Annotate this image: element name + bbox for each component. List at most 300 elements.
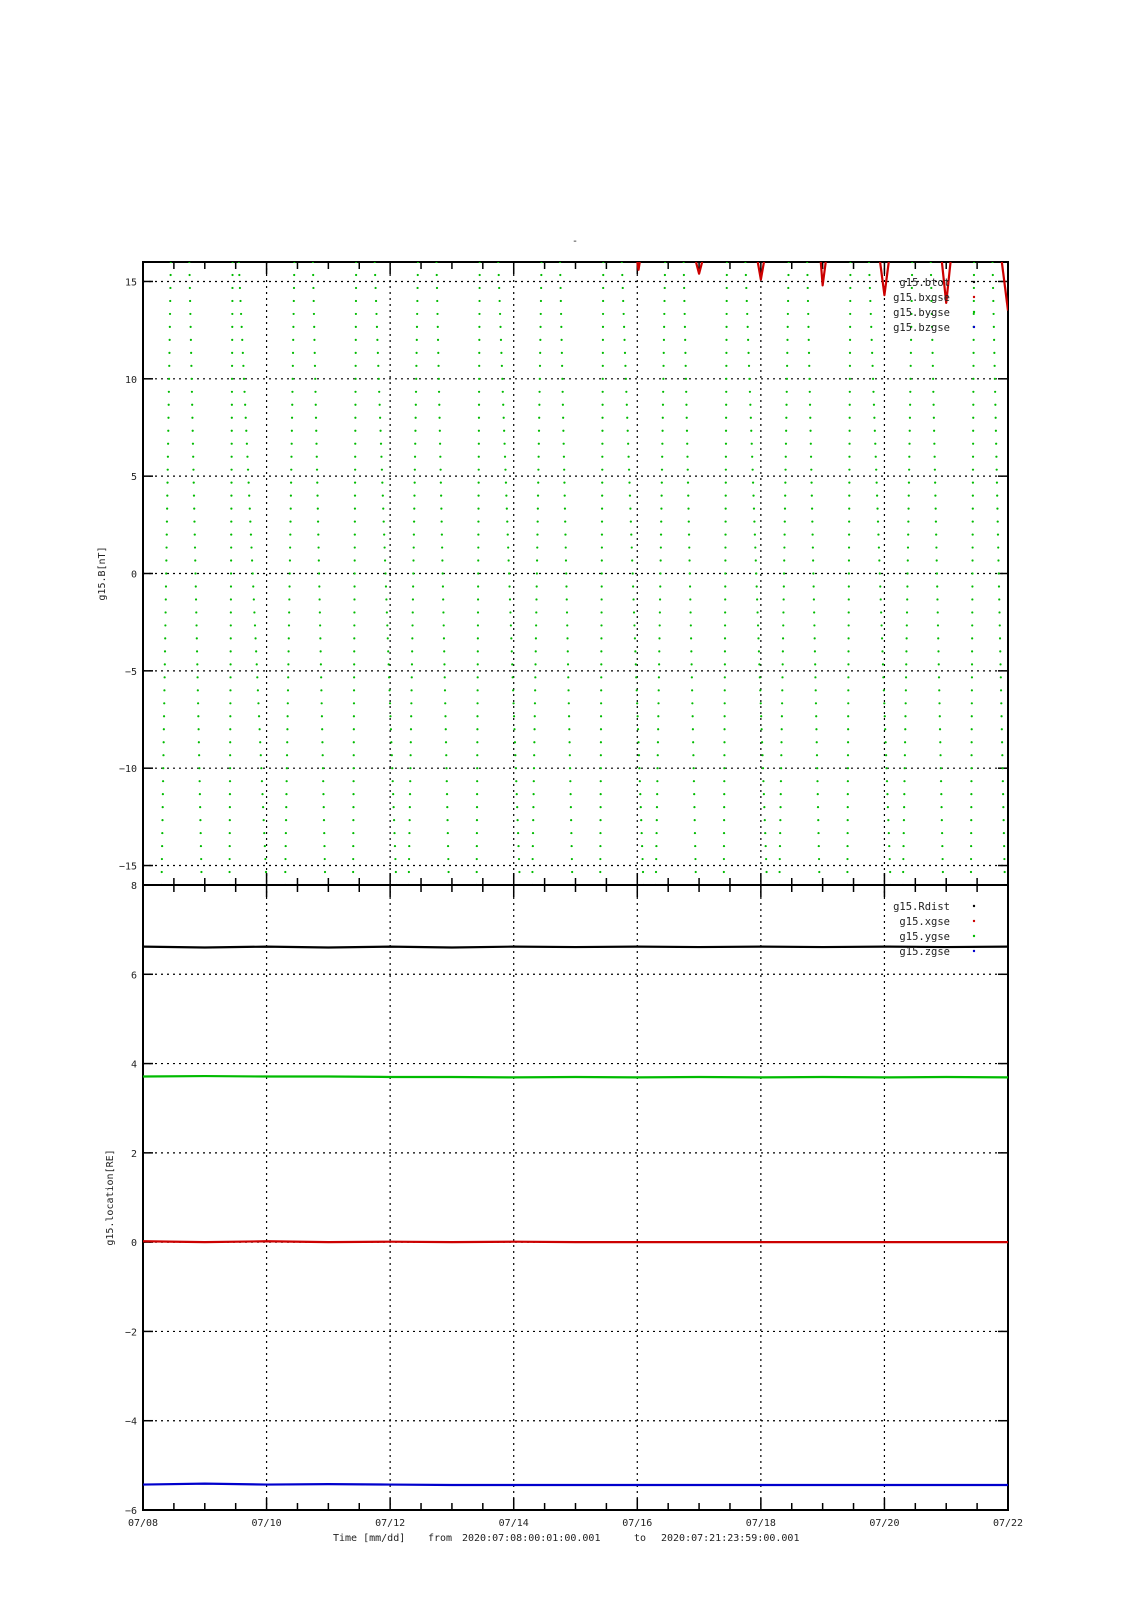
data-point — [315, 404, 317, 406]
data-point — [570, 793, 572, 795]
data-point — [498, 287, 500, 289]
data-point — [761, 741, 763, 743]
data-point — [476, 858, 478, 860]
data-point — [848, 598, 850, 600]
data-point — [600, 676, 602, 678]
data-point — [564, 508, 566, 510]
data-point — [478, 456, 480, 458]
data-point — [904, 754, 906, 756]
data-point — [751, 456, 753, 458]
data-point — [447, 858, 449, 860]
data-point — [908, 469, 910, 471]
data-point — [264, 858, 266, 860]
data-point — [693, 806, 695, 808]
data-point — [230, 572, 232, 574]
data-point — [813, 598, 815, 600]
data-point — [638, 754, 640, 756]
data-point — [723, 819, 725, 821]
data-point — [634, 650, 636, 652]
data-point — [787, 287, 789, 289]
data-point — [633, 624, 635, 626]
data-point — [849, 391, 851, 393]
data-point — [878, 546, 880, 548]
data-point — [229, 793, 231, 795]
data-point — [992, 313, 994, 315]
data-point — [781, 728, 783, 730]
data-point — [847, 676, 849, 678]
data-point — [972, 533, 974, 535]
data-point — [723, 793, 725, 795]
data-point — [786, 352, 788, 354]
data-point — [500, 352, 502, 354]
data-point — [971, 611, 973, 613]
data-point — [246, 443, 248, 445]
data-point — [517, 819, 519, 821]
data-point — [476, 715, 478, 717]
y-tick-label: 6 — [130, 970, 137, 982]
data-point — [754, 546, 756, 548]
data-point — [446, 780, 448, 782]
data-point — [886, 793, 888, 795]
data-point — [476, 702, 478, 704]
data-point — [848, 546, 850, 548]
data-point — [200, 858, 202, 860]
data-point — [408, 845, 410, 847]
data-point — [509, 598, 511, 600]
data-point — [478, 339, 480, 341]
data-point — [877, 533, 879, 535]
data-point — [535, 611, 537, 613]
data-point — [887, 806, 889, 808]
data-point — [759, 689, 761, 691]
data-point — [478, 482, 480, 484]
data-point — [971, 624, 973, 626]
data-point — [571, 845, 573, 847]
data-point — [811, 508, 813, 510]
data-point — [260, 767, 262, 769]
data-point — [847, 793, 849, 795]
data-point — [531, 871, 533, 873]
data-point — [995, 443, 997, 445]
data-point — [879, 572, 881, 574]
data-point — [169, 326, 171, 328]
data-point — [847, 754, 849, 756]
data-point — [779, 845, 781, 847]
data-point — [812, 546, 814, 548]
data-point — [693, 793, 695, 795]
data-point — [689, 611, 691, 613]
data-point — [230, 637, 232, 639]
data-point — [290, 508, 292, 510]
data-point — [242, 365, 244, 367]
data-point — [621, 274, 623, 276]
data-point — [476, 780, 478, 782]
data-point — [847, 689, 849, 691]
data-point — [627, 430, 629, 432]
data-point — [257, 689, 259, 691]
data-point — [640, 819, 642, 821]
data-point — [376, 339, 378, 341]
data-point — [387, 637, 389, 639]
data-point — [725, 365, 727, 367]
data-point — [602, 378, 604, 380]
data-point — [997, 546, 999, 548]
data-point — [190, 352, 192, 354]
y-tick-label: 15 — [124, 277, 137, 289]
data-point — [694, 819, 696, 821]
data-point — [814, 650, 816, 652]
data-point — [628, 469, 630, 471]
data-point — [163, 741, 165, 743]
data-point — [847, 663, 849, 665]
data-point — [811, 495, 813, 497]
data-point — [229, 832, 231, 834]
data-point — [658, 663, 660, 665]
data-point — [540, 300, 542, 302]
data-point — [442, 585, 444, 587]
data-point — [691, 663, 693, 665]
data-point — [417, 274, 419, 276]
data-point — [413, 508, 415, 510]
data-point — [994, 404, 996, 406]
data-point — [906, 611, 908, 613]
data-point — [168, 391, 170, 393]
data-point — [942, 871, 944, 873]
data-point — [907, 533, 909, 535]
data-point — [230, 520, 232, 522]
data-point — [759, 676, 761, 678]
data-point — [231, 313, 233, 315]
data-point — [533, 793, 535, 795]
data-point — [538, 391, 540, 393]
data-point — [321, 715, 323, 717]
data-point — [258, 715, 260, 717]
y-tick-label: 2 — [130, 1148, 137, 1160]
data-point — [248, 495, 250, 497]
data-point — [165, 598, 167, 600]
data-point — [806, 274, 808, 276]
data-point — [815, 689, 817, 691]
data-point — [908, 482, 910, 484]
data-point — [812, 572, 814, 574]
data-point — [782, 637, 784, 639]
data-point — [537, 469, 539, 471]
data-point — [353, 702, 355, 704]
data-point — [535, 637, 537, 639]
data-point — [561, 365, 563, 367]
data-point — [440, 482, 442, 484]
data-point — [692, 754, 694, 756]
data-point — [195, 611, 197, 613]
data-point — [285, 806, 287, 808]
data-point — [413, 520, 415, 522]
data-point — [1000, 689, 1002, 691]
data-point — [815, 702, 817, 704]
data-point — [779, 819, 781, 821]
data-point — [534, 676, 536, 678]
data-point — [290, 469, 292, 471]
data-point — [476, 754, 478, 756]
data-point — [287, 663, 289, 665]
data-point — [439, 443, 441, 445]
data-point — [231, 430, 233, 432]
data-point — [384, 572, 386, 574]
data-point — [196, 676, 198, 678]
data-point — [441, 520, 443, 522]
data-point — [248, 482, 250, 484]
data-point — [199, 793, 201, 795]
data-point — [691, 702, 693, 704]
data-point — [656, 780, 658, 782]
data-point — [317, 533, 319, 535]
data-point — [941, 819, 943, 821]
data-point — [505, 495, 507, 497]
data-point — [904, 741, 906, 743]
data-point — [383, 533, 385, 535]
data-point — [409, 793, 411, 795]
data-point — [246, 456, 248, 458]
data-point — [394, 858, 396, 860]
data-point — [880, 598, 882, 600]
data-point — [970, 832, 972, 834]
data-point — [534, 715, 536, 717]
data-point — [391, 767, 393, 769]
data-point — [889, 871, 891, 873]
data-point — [971, 637, 973, 639]
data-point — [479, 287, 481, 289]
from-value: 2020:07:08:00:01:00.001 — [462, 1533, 601, 1544]
data-point — [723, 728, 725, 730]
data-point — [1004, 871, 1006, 873]
data-point — [251, 559, 253, 561]
data-point — [167, 430, 169, 432]
data-point — [231, 456, 233, 458]
data-point — [661, 482, 663, 484]
data-point — [602, 313, 604, 315]
data-point — [198, 741, 200, 743]
data-point — [884, 728, 886, 730]
legend-label: g15.zgse — [899, 946, 950, 958]
data-point — [321, 702, 323, 704]
data-point — [655, 832, 657, 834]
data-point — [165, 572, 167, 574]
data-point — [286, 754, 288, 756]
data-point — [1001, 754, 1003, 756]
data-point — [353, 715, 355, 717]
data-point — [257, 702, 259, 704]
data-point — [625, 391, 627, 393]
data-point — [447, 845, 449, 847]
data-point — [1000, 676, 1002, 678]
data-point — [263, 832, 265, 834]
data-point — [170, 274, 172, 276]
data-point — [655, 858, 657, 860]
data-point — [752, 469, 754, 471]
data-point — [505, 482, 507, 484]
data-point — [934, 469, 936, 471]
data-point — [532, 832, 534, 834]
data-point — [536, 533, 538, 535]
data-point — [631, 546, 633, 548]
data-point — [286, 741, 288, 743]
data-point — [685, 391, 687, 393]
data-point — [600, 624, 602, 626]
data-point — [318, 585, 320, 587]
data-point — [637, 741, 639, 743]
data-point — [375, 300, 377, 302]
data-point — [724, 598, 726, 600]
data-point — [723, 832, 725, 834]
legend-marker — [973, 326, 975, 328]
data-point — [476, 845, 478, 847]
data-point — [932, 404, 934, 406]
x-tick-label: 07/22 — [992, 1518, 1024, 1529]
data-point — [477, 611, 479, 613]
data-point — [624, 352, 626, 354]
data-point — [516, 793, 518, 795]
data-point — [809, 417, 811, 419]
data-point — [410, 728, 412, 730]
data-point — [408, 871, 410, 873]
data-point — [410, 741, 412, 743]
data-point — [566, 624, 568, 626]
y-tick-label: 5 — [130, 472, 137, 484]
data-point — [565, 546, 567, 548]
data-point — [314, 352, 316, 354]
data-point — [378, 391, 380, 393]
data-point — [499, 313, 501, 315]
data-point — [198, 728, 200, 730]
data-point — [810, 443, 812, 445]
data-point — [324, 871, 326, 873]
data-point — [316, 495, 318, 497]
data-point — [504, 469, 506, 471]
data-point — [443, 650, 445, 652]
data-point — [638, 767, 640, 769]
data-point — [847, 702, 849, 704]
data-point — [566, 598, 568, 600]
data-point — [725, 391, 727, 393]
data-point — [408, 858, 410, 860]
data-point — [162, 806, 164, 808]
data-point — [971, 689, 973, 691]
data-point — [785, 443, 787, 445]
data-point — [539, 326, 541, 328]
data-point — [847, 650, 849, 652]
data-point — [167, 469, 169, 471]
data-point — [906, 598, 908, 600]
data-point — [688, 533, 690, 535]
data-point — [229, 806, 231, 808]
data-point — [971, 559, 973, 561]
data-point — [784, 533, 786, 535]
data-point — [756, 585, 758, 587]
data-point — [228, 871, 230, 873]
data-point — [314, 365, 316, 367]
data-point — [601, 430, 603, 432]
data-point — [813, 611, 815, 613]
data-point — [993, 352, 995, 354]
data-point — [414, 456, 416, 458]
data-point — [240, 313, 242, 315]
data-point — [725, 352, 727, 354]
data-point — [230, 598, 232, 600]
data-point — [513, 715, 515, 717]
data-point — [909, 391, 911, 393]
data-point — [322, 780, 324, 782]
data-point — [409, 780, 411, 782]
data-point — [165, 585, 167, 587]
data-point — [242, 352, 244, 354]
data-point — [936, 572, 938, 574]
data-point — [394, 845, 396, 847]
data-point — [502, 404, 504, 406]
data-point — [508, 585, 510, 587]
data-point — [437, 352, 439, 354]
data-point — [937, 611, 939, 613]
data-point — [1000, 702, 1002, 704]
data-point — [537, 482, 539, 484]
data-point — [478, 430, 480, 432]
data-point — [970, 793, 972, 795]
data-point — [746, 300, 748, 302]
data-point — [254, 637, 256, 639]
data-point — [689, 572, 691, 574]
data-point — [315, 417, 317, 419]
data-point — [622, 300, 624, 302]
data-point — [972, 546, 974, 548]
data-point — [375, 313, 377, 315]
data-point — [284, 871, 286, 873]
data-point — [1003, 858, 1005, 860]
data-point — [870, 313, 872, 315]
data-point — [657, 754, 659, 756]
data-point — [163, 728, 165, 730]
legend-marker — [973, 905, 975, 907]
data-point — [686, 443, 688, 445]
data-point — [688, 559, 690, 561]
data-point — [724, 702, 726, 704]
data-point — [229, 858, 231, 860]
data-point — [689, 585, 691, 587]
data-point — [410, 715, 412, 717]
data-point — [436, 274, 438, 276]
data-point — [355, 313, 357, 315]
data-point — [660, 520, 662, 522]
data-point — [812, 533, 814, 535]
data-point — [688, 520, 690, 522]
data-point — [784, 482, 786, 484]
data-point — [908, 456, 910, 458]
y-axis-title: g15.location[RE] — [105, 1149, 116, 1246]
data-point — [661, 430, 663, 432]
data-point — [660, 546, 662, 548]
data-point — [992, 300, 994, 302]
data-point — [765, 858, 767, 860]
data-point — [229, 715, 231, 717]
data-point — [931, 352, 933, 354]
data-point — [746, 313, 748, 315]
data-point — [723, 858, 725, 860]
data-point — [684, 313, 686, 315]
data-point — [390, 728, 392, 730]
data-point — [601, 417, 603, 419]
data-point — [162, 767, 164, 769]
data-point — [807, 287, 809, 289]
data-point — [906, 624, 908, 626]
data-point — [816, 767, 818, 769]
data-point — [809, 391, 811, 393]
